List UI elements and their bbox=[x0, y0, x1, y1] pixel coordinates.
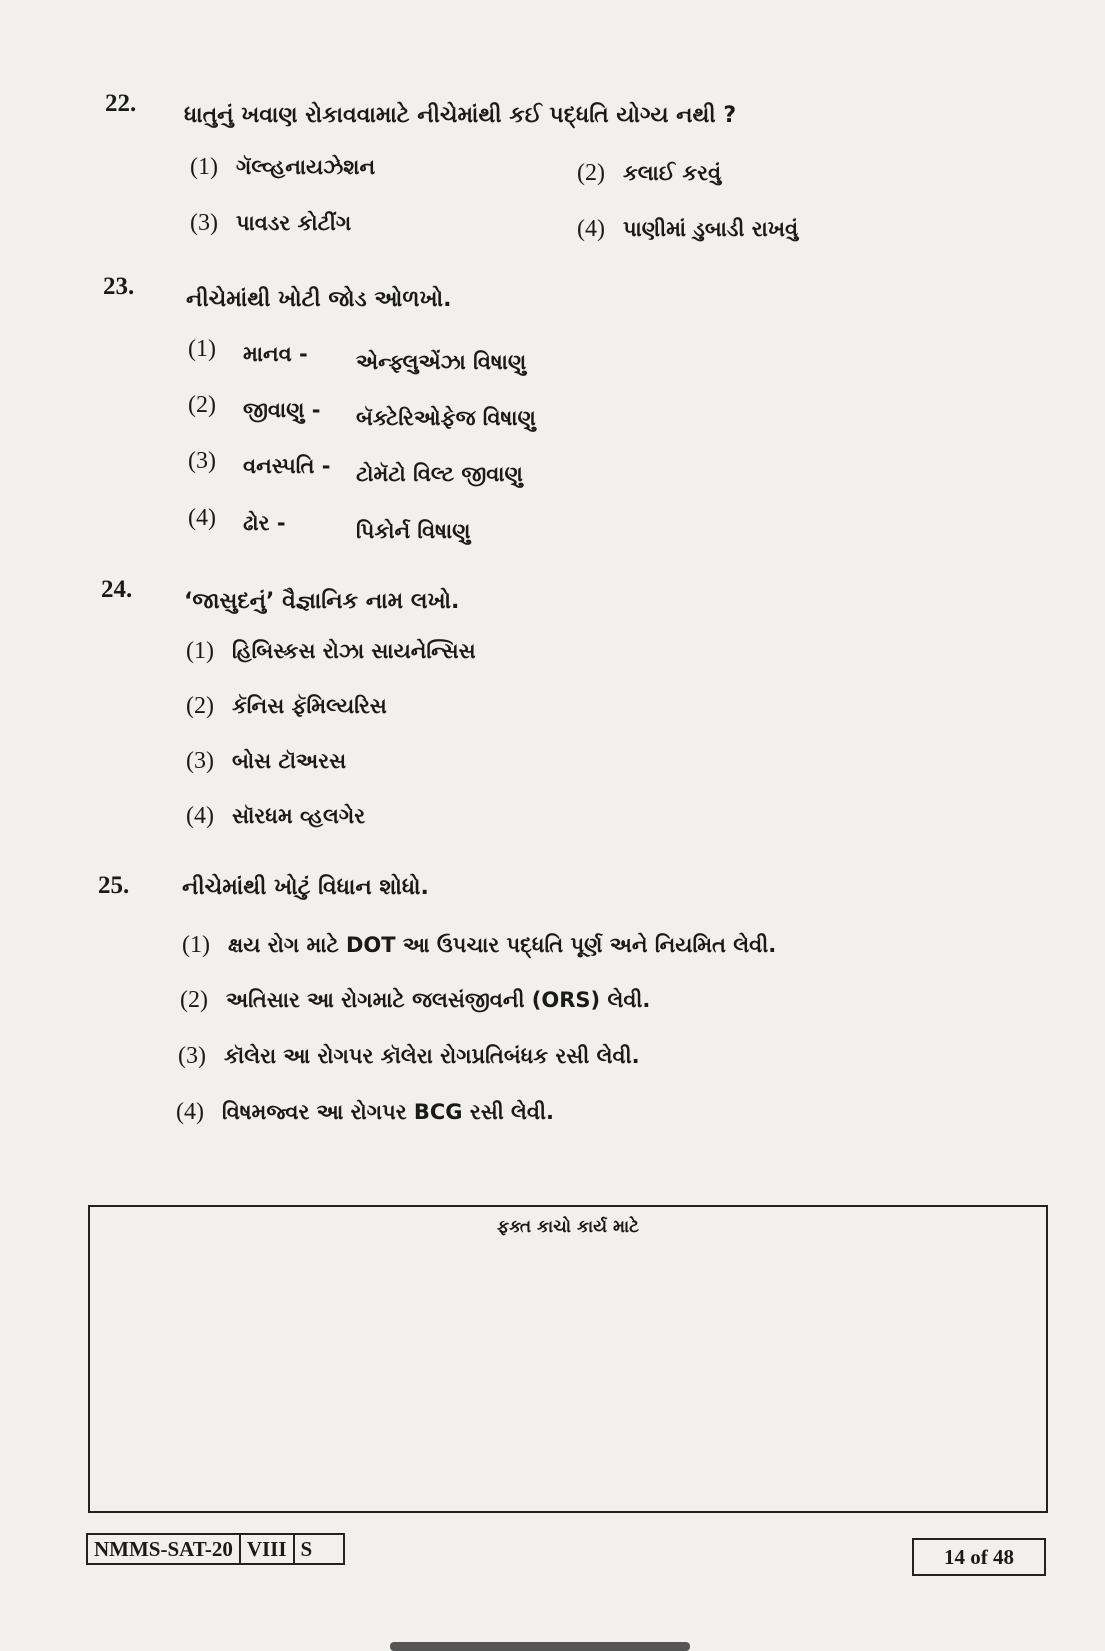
exam-code: NMMS-SAT-20 bbox=[88, 1535, 241, 1563]
option-2: (2) અતિસાર આ રોગમાટે જલસંજીવની (ORS) લેવી. bbox=[180, 987, 651, 1013]
option-1: (1) ક્ષય રોગ માટે DOT આ ઉપચાર પદ્ધતિ પૂર્ણ અને નિયમિત લેવી. bbox=[182, 932, 777, 958]
option-4: (4) સૉરધમ વ્હલગેર bbox=[186, 803, 366, 829]
exam-set: S bbox=[300, 1537, 313, 1561]
option-1: (1) હિબિસ્કસ રોઝા સાયનેન્સિસ bbox=[186, 638, 476, 664]
option-2-left: જીવાણુ - bbox=[243, 398, 321, 422]
question-text: ધાતુનું ખવાણ રોકાવવામાટે નીચેમાંથી કઈ પદ્ધતિ યોગ્ય નથી ? bbox=[184, 103, 737, 128]
option-4: (4) પાણીમાં ડુબાડી રાખવું bbox=[577, 216, 799, 242]
option-1-left: માનવ - bbox=[243, 342, 308, 366]
rough-work-title: ફક્ત કાચો કાર્ય માટે bbox=[496, 1217, 640, 1237]
question-number: 23. bbox=[103, 273, 135, 300]
page-number: 14 of 48 bbox=[912, 1538, 1046, 1576]
option-4-left: ઢોર - bbox=[243, 511, 286, 535]
option-3-left: વનસ્પતિ - bbox=[243, 454, 331, 478]
option-1-right: એન્ફ્લુએંઝા વિષાણુ bbox=[356, 350, 527, 374]
option-3: (3) બોસ ટૉઅરસ bbox=[186, 748, 347, 774]
option-4-right: પિકોર્ન વિષાણુ bbox=[356, 519, 471, 543]
rough-work-box bbox=[88, 1205, 1048, 1513]
scan-edge bbox=[390, 1642, 690, 1651]
option-4: (4) વિષમજ્વર આ રોગપર BCG રસી લેવી. bbox=[176, 1099, 554, 1125]
option-3: (3) કૉલેરા આ રોગપર કૉલેરા રોગપ્રતિબંધક રસી લેવી. bbox=[178, 1043, 640, 1069]
question-text: નીચેમાંથી ખોટી જોડ ઓળખો. bbox=[186, 287, 452, 312]
option-2-number: (2) bbox=[188, 392, 216, 418]
exam-code-box bbox=[86, 1533, 345, 1565]
option-2: (2) કૅનિસ ફૅમિલ્યરિસ bbox=[186, 693, 387, 719]
question-text: ‘જાસુદનું’ વૈજ્ઞાનિક નામ લખો. bbox=[184, 589, 460, 614]
option-1-number: (1) bbox=[188, 336, 216, 362]
option-3: (3) પાવડર કોટીંગ bbox=[190, 210, 352, 236]
option-1: (1) ગૅલ્વ્હનાયઝેશન bbox=[190, 154, 376, 180]
question-number: 22. bbox=[105, 90, 137, 117]
option-2: (2) કલાઈ કરવું bbox=[577, 160, 722, 186]
option-3-number: (3) bbox=[188, 448, 216, 474]
option-3-right: ટોમૅટો વિલ્ટ જીવાણુ bbox=[356, 462, 523, 486]
option-2-right: બૅક્ટેરિઓફેજ વિષાણુ bbox=[356, 406, 536, 430]
exam-class: VIII bbox=[241, 1535, 295, 1563]
question-text: નીચેમાંથી ખોટું વિધાન શોધો. bbox=[182, 875, 429, 900]
option-4-number: (4) bbox=[188, 505, 216, 531]
question-number: 24. bbox=[101, 576, 133, 603]
question-number: 25. bbox=[98, 872, 130, 899]
